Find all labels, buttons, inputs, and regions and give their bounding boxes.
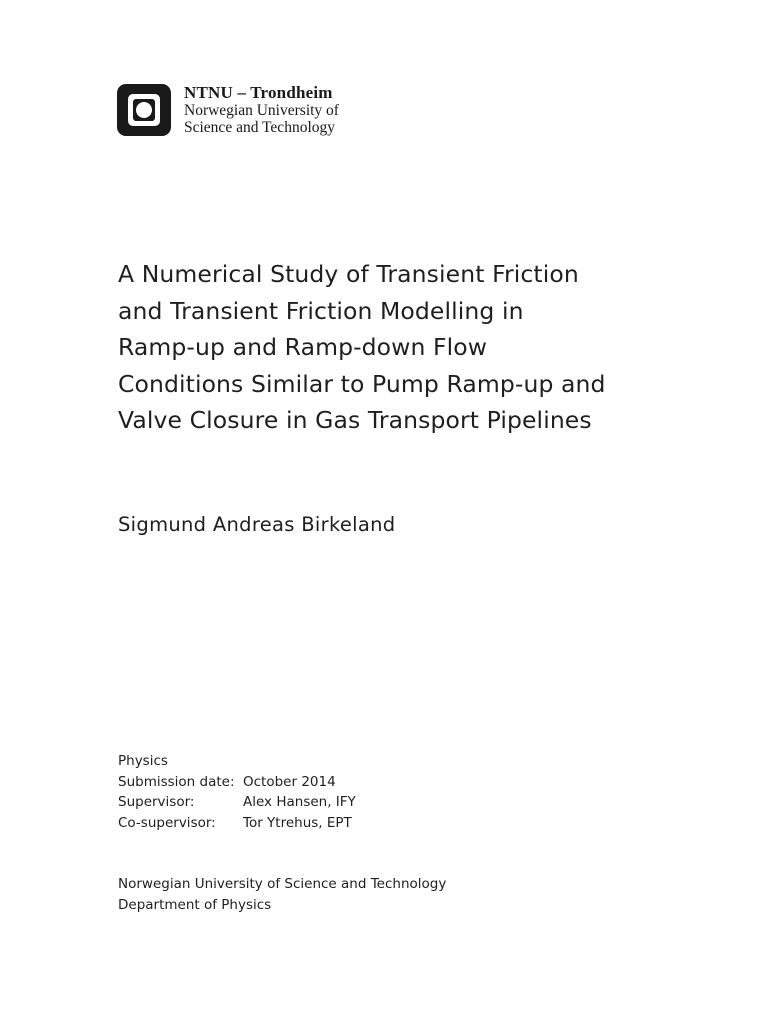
author-name: Sigmund Andreas Birkeland (118, 513, 396, 536)
institution-line-2: Science and Technology (184, 119, 335, 136)
co-supervisor-label: Co-supervisor: (118, 814, 216, 831)
title-line: A Numerical Study of Transient Friction (118, 260, 579, 288)
submission-date-row (118, 772, 356, 793)
submission-date-value: October 2014 (243, 773, 336, 790)
ntnu-logo-icon (117, 84, 171, 136)
institution-header (117, 84, 339, 136)
institution-title: NTNU – Trondheim (184, 83, 333, 102)
co-supervisor-row (118, 813, 356, 834)
thesis-details (118, 751, 356, 833)
title-line: and Transient Friction Modelling in (118, 296, 524, 325)
footer (118, 874, 446, 915)
co-supervisor-value: Tor Ytrehus, EPT (243, 814, 352, 831)
institution-line-1: Norwegian University of (184, 102, 339, 119)
submission-date-label: Submission date: (118, 773, 235, 790)
thesis-title (118, 256, 678, 439)
supervisor-label: Supervisor: (118, 794, 195, 810)
footer-university: Norwegian University of Science and Technology (118, 876, 447, 892)
field-of-study: Physics (118, 753, 168, 769)
title-line: Conditions Similar to Pump Ramp-up and (118, 369, 606, 398)
supervisor-row (118, 792, 356, 813)
footer-department: Department of Physics (118, 896, 272, 913)
supervisor-value: Alex Hansen, IFY (243, 794, 356, 810)
title-line: Ramp-up and Ramp-down Flow (118, 333, 488, 361)
institution-name (184, 84, 339, 136)
title-line: Valve Closure in Gas Transport Pipelines (118, 406, 592, 434)
